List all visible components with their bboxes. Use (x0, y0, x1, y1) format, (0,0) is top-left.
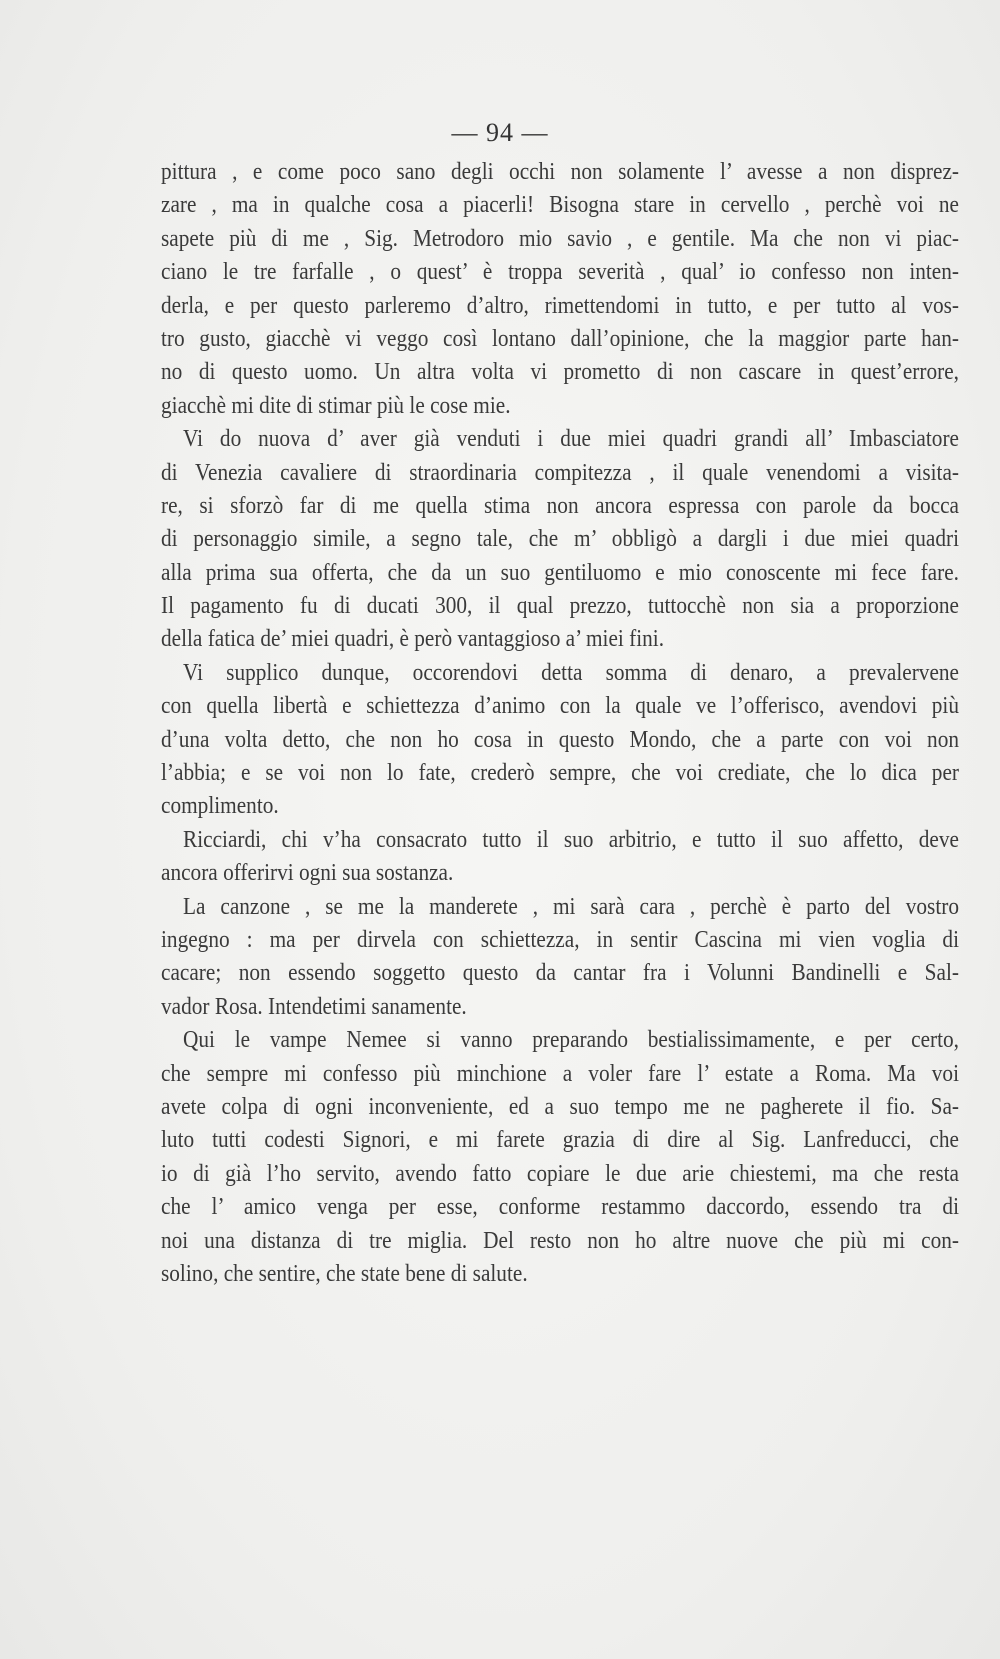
text-line: La canzone , se me la manderete , mi sarà cara , perchè è parto del vostro (183, 892, 959, 919)
text-line: cacare; non essendo soggetto questo da cantar fra i Volunni Bandinelli e Sal- (161, 958, 959, 986)
text-line: d’una volta detto, che non ho cosa in questo Mondo, che a parte con voi non (161, 725, 959, 752)
page-number: — 94 — (451, 118, 549, 147)
text-line: che l’ amico venga per esse, conforme restammo daccordo, essendo tra di (161, 1192, 959, 1220)
text-line: pittura , e come poco sano degli occhi non solamente l’ avesse a non disprez- (161, 157, 959, 185)
text-line: Vi do nuova d’ aver già venduti i due miei quadri grandi all’ Imbasciatore (183, 424, 959, 452)
text-line: Qui le vampe Nemee si vanno preparando bestialissimamente, e per certo, (183, 1025, 959, 1053)
text-line: alla prima sua offerta, che da un suo gentiluomo e mio conoscente mi fece fare. (161, 558, 959, 586)
text-line: di personaggio simile, a segno tale, che m’ obbligò a dargli i due miei quadri (161, 524, 959, 552)
text-line: con quella libertà e schiettezza d’animo con la quale ve l’offerisco, avendovi più (161, 691, 959, 719)
text-line: re, si sforzò far di me quella stima non ancora espressa con parole da bocca (161, 491, 959, 519)
text-line: della fatica de’ miei quadri, è però vantaggioso a’ miei fini. (161, 624, 665, 652)
text-line: io di già l’ho servito, avendo fatto copiare le due arie chiestemi, ma che resta (161, 1159, 959, 1187)
text-line: di Venezia cavaliere di straordinaria compitezza , il quale venendomi a visita- (161, 457, 959, 485)
text-line: tro gusto, giacchè vi veggo così lontano dall’opinione, che la maggior parte han- (161, 324, 959, 352)
text-line: Il pagamento fu di ducati 300, il qual prezzo, tuttocchè non sia a proporzione (161, 591, 959, 619)
text-line: giacchè mi dite di stimar più le cose mie. (161, 391, 511, 419)
text-line: solino, che sentire, che state bene di salute. (161, 1259, 528, 1287)
text-line: zare , ma in qualche cosa a piacerli! Bisogna stare in cervello , perchè voi ne (161, 190, 959, 218)
text-line: che sempre mi confesso più minchione a voler fare l’ estate a Roma. Ma voi (161, 1059, 959, 1086)
text-line: no di questo uomo. Un altra volta vi prometto di non cascare in quest’errore, (161, 357, 959, 385)
text-line: luto tutti codesti Signori, e mi farete grazia di dire al Sig. Lanfreducci, che (161, 1125, 959, 1153)
text-line: avete colpa di ogni inconveniente, ed a suo tempo me ne pagherete il fio. Sa- (161, 1092, 959, 1120)
text-line: Vi supplico dunque, occorendovi detta somma di denaro, a prevalervene (183, 658, 959, 686)
text-line: l’abbia; e se voi non lo fate, crederò sempre, che voi crediate, che lo dica per (161, 758, 959, 786)
letter-body (161, 155, 959, 1290)
text-line: complimento. (161, 791, 279, 819)
text-line: sapete più di me , Sig. Metrodoro mio savio , e gentile. Ma che non vi piac- (161, 224, 959, 252)
text-line: ancora offerirvi ogni sua sostanza. (161, 858, 454, 886)
text-line: vador Rosa. Intendetimi sanamente. (161, 992, 467, 1020)
text-line: Ricciardi, chi v’ha consacrato tutto il suo arbitrio, e tutto il suo affetto, deve (183, 825, 959, 853)
text-line: ingegno : ma per dirvela con schiettezza, in sentir Cascina mi vien voglia di (161, 925, 959, 953)
text-line: noi una distanza di tre miglia. Del resto non ho altre nuove che più mi con- (161, 1225, 959, 1253)
text-line: ciano le tre farfalle , o quest’ è troppa severità , qual’ io confesso non inten- (161, 257, 959, 285)
text-line: derla, e per questo parleremo d’altro, rimettendomi in tutto, e per tutto al vos- (161, 291, 959, 318)
